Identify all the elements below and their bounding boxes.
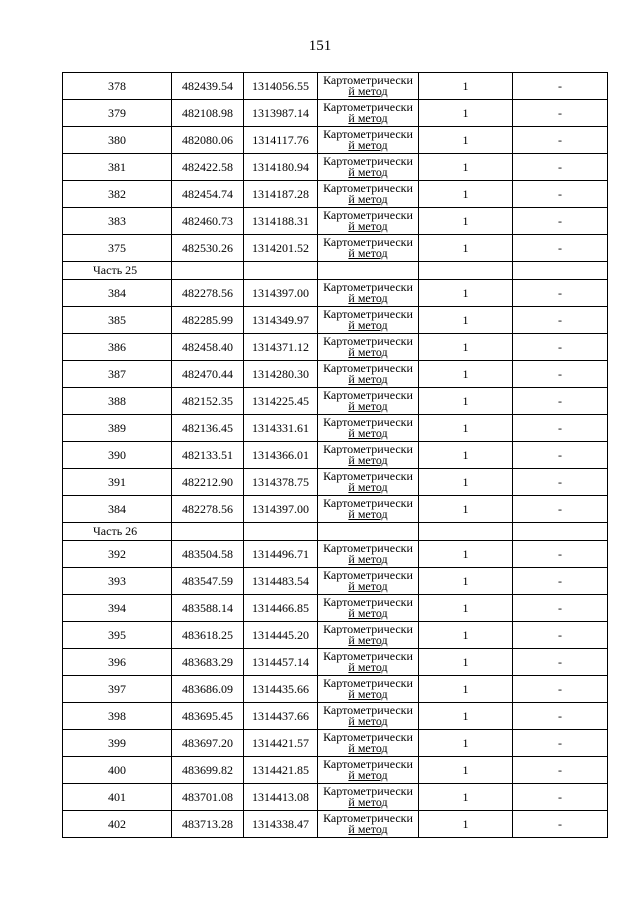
empty-cell bbox=[318, 262, 419, 280]
x-coordinate-cell: 482460.73 bbox=[172, 208, 244, 235]
method-cell bbox=[318, 496, 419, 523]
table-row bbox=[63, 100, 608, 127]
point-number-cell: 383 bbox=[63, 208, 172, 235]
method-line-2: й метод bbox=[348, 822, 388, 836]
x-coordinate-cell: 482470.44 bbox=[172, 361, 244, 388]
table-row bbox=[63, 757, 608, 784]
method-line-1: Картометрически bbox=[323, 541, 413, 555]
table-row bbox=[63, 181, 608, 208]
method-line-2: й метод bbox=[348, 219, 388, 233]
table-row bbox=[63, 469, 608, 496]
method-line-1: Картометрически bbox=[323, 235, 413, 249]
y-coordinate-cell: 1314201.52 bbox=[244, 235, 318, 262]
x-coordinate-cell: 483618.25 bbox=[172, 622, 244, 649]
x-coordinate-cell: 483699.82 bbox=[172, 757, 244, 784]
method-line-2: й метод bbox=[348, 399, 388, 413]
x-coordinate-cell: 482422.58 bbox=[172, 154, 244, 181]
x-coordinate-cell: 483504.58 bbox=[172, 541, 244, 568]
note-cell: - bbox=[513, 181, 608, 208]
table-row bbox=[63, 784, 608, 811]
method-cell bbox=[318, 811, 419, 838]
y-coordinate-cell: 1314413.08 bbox=[244, 784, 318, 811]
method-line-1: Картометрически bbox=[323, 307, 413, 321]
method-line-2: й метод bbox=[348, 507, 388, 521]
note-cell: - bbox=[513, 757, 608, 784]
x-coordinate-cell: 483683.29 bbox=[172, 649, 244, 676]
y-coordinate-cell: 1314457.14 bbox=[244, 649, 318, 676]
accuracy-cell: 1 bbox=[419, 595, 513, 622]
point-number-cell: 393 bbox=[63, 568, 172, 595]
method-line-2: й метод bbox=[348, 606, 388, 620]
table-row bbox=[63, 388, 608, 415]
y-coordinate-cell: 1314366.01 bbox=[244, 442, 318, 469]
x-coordinate-cell: 483547.59 bbox=[172, 568, 244, 595]
accuracy-cell: 1 bbox=[419, 730, 513, 757]
method-line-2: й метод bbox=[348, 552, 388, 566]
table-row bbox=[63, 595, 608, 622]
accuracy-cell: 1 bbox=[419, 100, 513, 127]
table-row bbox=[63, 622, 608, 649]
method-cell bbox=[318, 541, 419, 568]
method-line-1: Картометрически bbox=[323, 496, 413, 510]
method-line-2: й метод bbox=[348, 165, 388, 179]
method-cell bbox=[318, 757, 419, 784]
point-number-cell: 378 bbox=[63, 73, 172, 100]
point-number-cell: 384 bbox=[63, 280, 172, 307]
method-line-2: й метод bbox=[348, 318, 388, 332]
point-number-cell: 387 bbox=[63, 361, 172, 388]
method-cell bbox=[318, 595, 419, 622]
method-line-2: й метод bbox=[348, 660, 388, 674]
x-coordinate-cell: 482152.35 bbox=[172, 388, 244, 415]
point-number-cell: 402 bbox=[63, 811, 172, 838]
y-coordinate-cell: 1314397.00 bbox=[244, 280, 318, 307]
x-coordinate-cell: 482454.74 bbox=[172, 181, 244, 208]
accuracy-cell: 1 bbox=[419, 235, 513, 262]
method-line-2: й метод bbox=[348, 138, 388, 152]
table-row bbox=[63, 442, 608, 469]
method-line-1: Картометрически bbox=[323, 730, 413, 744]
empty-cell bbox=[513, 523, 608, 541]
y-coordinate-cell: 1314338.47 bbox=[244, 811, 318, 838]
method-cell bbox=[318, 730, 419, 757]
y-coordinate-cell: 1314371.12 bbox=[244, 334, 318, 361]
method-line-2: й метод bbox=[348, 426, 388, 440]
accuracy-cell: 1 bbox=[419, 496, 513, 523]
table-row bbox=[63, 541, 608, 568]
note-cell: - bbox=[513, 361, 608, 388]
note-cell: - bbox=[513, 469, 608, 496]
accuracy-cell: 1 bbox=[419, 703, 513, 730]
y-coordinate-cell: 1314378.75 bbox=[244, 469, 318, 496]
empty-cell bbox=[244, 262, 318, 280]
method-line-1: Картометрически bbox=[323, 811, 413, 825]
table-row bbox=[63, 334, 608, 361]
x-coordinate-cell: 482136.45 bbox=[172, 415, 244, 442]
point-number-cell: 398 bbox=[63, 703, 172, 730]
method-line-1: Картометрически bbox=[323, 676, 413, 690]
note-cell: - bbox=[513, 154, 608, 181]
point-number-cell: 388 bbox=[63, 388, 172, 415]
method-cell bbox=[318, 676, 419, 703]
point-number-cell: 381 bbox=[63, 154, 172, 181]
method-cell bbox=[318, 307, 419, 334]
x-coordinate-cell: 482439.54 bbox=[172, 73, 244, 100]
x-coordinate-cell: 482212.90 bbox=[172, 469, 244, 496]
method-cell bbox=[318, 649, 419, 676]
empty-cell bbox=[419, 262, 513, 280]
y-coordinate-cell: 1314188.31 bbox=[244, 208, 318, 235]
accuracy-cell: 1 bbox=[419, 307, 513, 334]
accuracy-cell: 1 bbox=[419, 541, 513, 568]
x-coordinate-cell: 482278.56 bbox=[172, 280, 244, 307]
note-cell: - bbox=[513, 595, 608, 622]
accuracy-cell: 1 bbox=[419, 181, 513, 208]
y-coordinate-cell: 1313987.14 bbox=[244, 100, 318, 127]
note-cell: - bbox=[513, 73, 608, 100]
table-row bbox=[63, 280, 608, 307]
method-cell bbox=[318, 784, 419, 811]
x-coordinate-cell: 482133.51 bbox=[172, 442, 244, 469]
table-row bbox=[63, 208, 608, 235]
method-cell bbox=[318, 73, 419, 100]
y-coordinate-cell: 1314397.00 bbox=[244, 496, 318, 523]
y-coordinate-cell: 1314435.66 bbox=[244, 676, 318, 703]
point-number-cell: 397 bbox=[63, 676, 172, 703]
x-coordinate-cell: 482080.06 bbox=[172, 127, 244, 154]
accuracy-cell: 1 bbox=[419, 280, 513, 307]
page-number: 151 bbox=[308, 38, 332, 54]
x-coordinate-cell: 483701.08 bbox=[172, 784, 244, 811]
accuracy-cell: 1 bbox=[419, 649, 513, 676]
point-number-cell: 384 bbox=[63, 496, 172, 523]
method-line-2: й метод bbox=[348, 84, 388, 98]
accuracy-cell: 1 bbox=[419, 334, 513, 361]
table-row bbox=[63, 415, 608, 442]
x-coordinate-cell: 483695.45 bbox=[172, 703, 244, 730]
point-number-cell: 390 bbox=[63, 442, 172, 469]
empty-cell bbox=[513, 262, 608, 280]
method-line-1: Картометрически bbox=[323, 442, 413, 456]
point-number-cell: 385 bbox=[63, 307, 172, 334]
method-line-2: й метод bbox=[348, 633, 388, 647]
method-line-1: Картометрически bbox=[323, 649, 413, 663]
method-cell bbox=[318, 127, 419, 154]
method-line-2: й метод bbox=[348, 372, 388, 386]
accuracy-cell: 1 bbox=[419, 757, 513, 784]
point-number-cell: 389 bbox=[63, 415, 172, 442]
method-line-2: й метод bbox=[348, 453, 388, 467]
note-cell: - bbox=[513, 307, 608, 334]
accuracy-cell: 1 bbox=[419, 442, 513, 469]
x-coordinate-cell: 483713.28 bbox=[172, 811, 244, 838]
table-row bbox=[63, 154, 608, 181]
section-label: Часть 25 bbox=[63, 262, 172, 280]
y-coordinate-cell: 1314225.45 bbox=[244, 388, 318, 415]
method-line-2: й метод bbox=[348, 291, 388, 305]
accuracy-cell: 1 bbox=[419, 388, 513, 415]
method-cell bbox=[318, 442, 419, 469]
method-cell bbox=[318, 181, 419, 208]
table-row bbox=[63, 307, 608, 334]
y-coordinate-cell: 1314437.66 bbox=[244, 703, 318, 730]
method-cell bbox=[318, 334, 419, 361]
point-number-cell: 382 bbox=[63, 181, 172, 208]
point-number-cell: 394 bbox=[63, 595, 172, 622]
note-cell: - bbox=[513, 334, 608, 361]
method-cell bbox=[318, 622, 419, 649]
note-cell: - bbox=[513, 784, 608, 811]
table-row bbox=[63, 568, 608, 595]
accuracy-cell: 1 bbox=[419, 568, 513, 595]
method-line-2: й метод bbox=[348, 345, 388, 359]
method-cell bbox=[318, 280, 419, 307]
y-coordinate-cell: 1314056.55 bbox=[244, 73, 318, 100]
accuracy-cell: 1 bbox=[419, 784, 513, 811]
table-row bbox=[63, 127, 608, 154]
method-line-1: Картометрически bbox=[323, 100, 413, 114]
x-coordinate-cell: 483697.20 bbox=[172, 730, 244, 757]
coordinates-table bbox=[62, 72, 608, 838]
empty-cell bbox=[172, 262, 244, 280]
accuracy-cell: 1 bbox=[419, 154, 513, 181]
note-cell: - bbox=[513, 811, 608, 838]
point-number-cell: 391 bbox=[63, 469, 172, 496]
note-cell: - bbox=[513, 442, 608, 469]
method-line-2: й метод bbox=[348, 714, 388, 728]
method-cell bbox=[318, 703, 419, 730]
method-line-1: Картометрически bbox=[323, 622, 413, 636]
method-line-1: Картометрически bbox=[323, 388, 413, 402]
point-number-cell: 392 bbox=[63, 541, 172, 568]
method-line-1: Картометрически bbox=[323, 361, 413, 375]
note-cell: - bbox=[513, 280, 608, 307]
y-coordinate-cell: 1314180.94 bbox=[244, 154, 318, 181]
method-line-2: й метод bbox=[348, 795, 388, 809]
accuracy-cell: 1 bbox=[419, 415, 513, 442]
note-cell: - bbox=[513, 235, 608, 262]
method-line-2: й метод bbox=[348, 246, 388, 260]
method-cell bbox=[318, 388, 419, 415]
coordinates-table-body bbox=[63, 73, 608, 838]
table-row bbox=[63, 649, 608, 676]
method-cell bbox=[318, 208, 419, 235]
accuracy-cell: 1 bbox=[419, 469, 513, 496]
method-line-2: й метод bbox=[348, 480, 388, 494]
y-coordinate-cell: 1314483.54 bbox=[244, 568, 318, 595]
y-coordinate-cell: 1314445.20 bbox=[244, 622, 318, 649]
y-coordinate-cell: 1314280.30 bbox=[244, 361, 318, 388]
table-row bbox=[63, 730, 608, 757]
x-coordinate-cell: 482108.98 bbox=[172, 100, 244, 127]
point-number-cell: 400 bbox=[63, 757, 172, 784]
note-cell: - bbox=[513, 676, 608, 703]
empty-cell bbox=[172, 523, 244, 541]
note-cell: - bbox=[513, 703, 608, 730]
section-header-row bbox=[63, 262, 608, 280]
point-number-cell: 395 bbox=[63, 622, 172, 649]
method-line-1: Картометрически bbox=[323, 757, 413, 771]
method-line-1: Картометрически bbox=[323, 181, 413, 195]
table-row bbox=[63, 703, 608, 730]
accuracy-cell: 1 bbox=[419, 622, 513, 649]
table-row bbox=[63, 361, 608, 388]
accuracy-cell: 1 bbox=[419, 361, 513, 388]
point-number-cell: 379 bbox=[63, 100, 172, 127]
note-cell: - bbox=[513, 541, 608, 568]
y-coordinate-cell: 1314496.71 bbox=[244, 541, 318, 568]
y-coordinate-cell: 1314421.85 bbox=[244, 757, 318, 784]
x-coordinate-cell: 482285.99 bbox=[172, 307, 244, 334]
note-cell: - bbox=[513, 568, 608, 595]
note-cell: - bbox=[513, 730, 608, 757]
method-cell bbox=[318, 361, 419, 388]
point-number-cell: 375 bbox=[63, 235, 172, 262]
accuracy-cell: 1 bbox=[419, 73, 513, 100]
method-line-1: Картометрически bbox=[323, 73, 413, 87]
note-cell: - bbox=[513, 649, 608, 676]
point-number-cell: 386 bbox=[63, 334, 172, 361]
x-coordinate-cell: 482458.40 bbox=[172, 334, 244, 361]
method-line-1: Картометрически bbox=[323, 595, 413, 609]
method-line-2: й метод bbox=[348, 111, 388, 125]
y-coordinate-cell: 1314331.61 bbox=[244, 415, 318, 442]
point-number-cell: 399 bbox=[63, 730, 172, 757]
note-cell: - bbox=[513, 622, 608, 649]
method-line-1: Картометрически bbox=[323, 280, 413, 294]
method-line-1: Картометрически bbox=[323, 334, 413, 348]
y-coordinate-cell: 1314349.97 bbox=[244, 307, 318, 334]
y-coordinate-cell: 1314117.76 bbox=[244, 127, 318, 154]
empty-cell bbox=[419, 523, 513, 541]
table-row bbox=[63, 496, 608, 523]
section-header-row bbox=[63, 523, 608, 541]
method-cell bbox=[318, 235, 419, 262]
point-number-cell: 396 bbox=[63, 649, 172, 676]
method-cell bbox=[318, 154, 419, 181]
y-coordinate-cell: 1314466.85 bbox=[244, 595, 318, 622]
method-line-1: Картометрически bbox=[323, 208, 413, 222]
note-cell: - bbox=[513, 208, 608, 235]
empty-cell bbox=[244, 523, 318, 541]
x-coordinate-cell: 483686.09 bbox=[172, 676, 244, 703]
table-row bbox=[63, 811, 608, 838]
accuracy-cell: 1 bbox=[419, 127, 513, 154]
method-line-1: Картометрически bbox=[323, 154, 413, 168]
y-coordinate-cell: 1314187.28 bbox=[244, 181, 318, 208]
method-line-1: Картометрически bbox=[323, 703, 413, 717]
method-line-1: Картометрически bbox=[323, 784, 413, 798]
empty-cell bbox=[318, 523, 419, 541]
method-line-1: Картометрически bbox=[323, 415, 413, 429]
accuracy-cell: 1 bbox=[419, 811, 513, 838]
method-cell bbox=[318, 100, 419, 127]
method-cell bbox=[318, 469, 419, 496]
note-cell: - bbox=[513, 496, 608, 523]
point-number-cell: 380 bbox=[63, 127, 172, 154]
accuracy-cell: 1 bbox=[419, 676, 513, 703]
method-line-1: Картометрически bbox=[323, 127, 413, 141]
method-line-2: й метод bbox=[348, 768, 388, 782]
point-number-cell: 401 bbox=[63, 784, 172, 811]
table-row bbox=[63, 676, 608, 703]
note-cell: - bbox=[513, 127, 608, 154]
note-cell: - bbox=[513, 100, 608, 127]
method-cell bbox=[318, 415, 419, 442]
x-coordinate-cell: 482530.26 bbox=[172, 235, 244, 262]
accuracy-cell: 1 bbox=[419, 208, 513, 235]
table-row bbox=[63, 73, 608, 100]
y-coordinate-cell: 1314421.57 bbox=[244, 730, 318, 757]
note-cell: - bbox=[513, 388, 608, 415]
x-coordinate-cell: 482278.56 bbox=[172, 496, 244, 523]
method-line-2: й метод bbox=[348, 687, 388, 701]
method-line-2: й метод bbox=[348, 741, 388, 755]
table-row bbox=[63, 235, 608, 262]
method-line-1: Картометрически bbox=[323, 469, 413, 483]
method-line-2: й метод bbox=[348, 579, 388, 593]
section-label: Часть 26 bbox=[63, 523, 172, 541]
method-cell bbox=[318, 568, 419, 595]
method-line-2: й метод bbox=[348, 192, 388, 206]
x-coordinate-cell: 483588.14 bbox=[172, 595, 244, 622]
method-line-1: Картометрически bbox=[323, 568, 413, 582]
note-cell: - bbox=[513, 415, 608, 442]
